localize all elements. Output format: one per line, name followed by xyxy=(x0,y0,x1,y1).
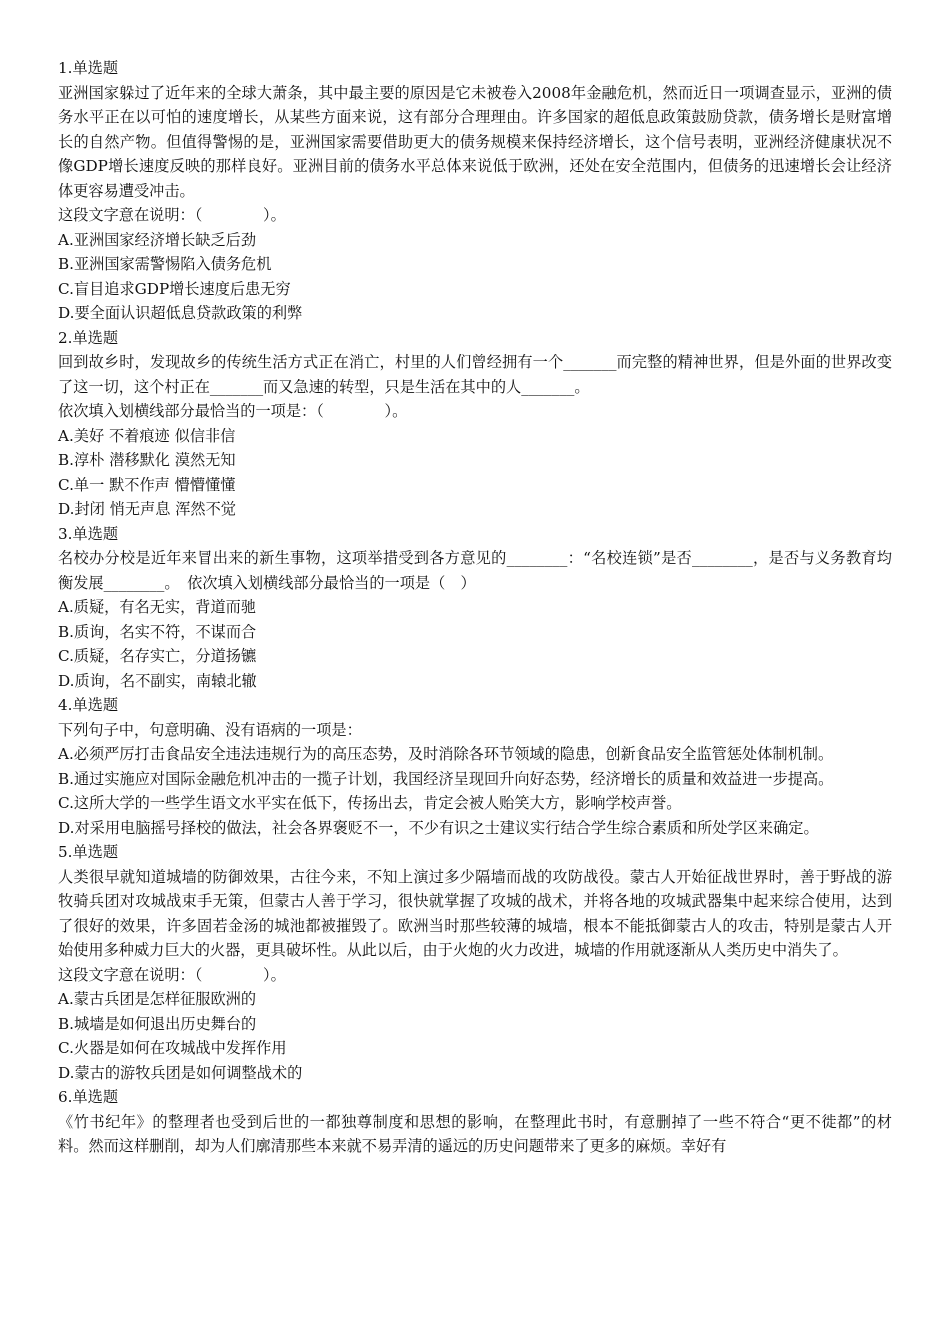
question-5 xyxy=(58,840,892,1085)
question-passage: 人类很早就知道城墙的防御效果，古往今来，不知上演过多少隔墙而战的攻防战役。蒙古人开始征战世界时，善于野战的游牧骑兵团对攻城战束手无策，但蒙古人善于学习，很快就掌握了攻城的战术，并将各地的攻城武器集中起来综合使用，达到了很好的效果，许多固若金汤的城池都被摧毁了。欧洲当时那些较薄的城墙，根本不能抵御蒙古人的攻击，特别是蒙古人开始使用多种威力巨大的火器，更具破坏性。从此以后，由于火炮的火力改进，城墙的作用就逐渐从人类历史中消失了。 xyxy=(58,867,892,959)
question-prompt: 依次填入划横线部分最恰当的一项是：（ ）。 xyxy=(58,402,408,420)
option-d: D.蒙古的游牧兵团是如何调整战术的 xyxy=(58,1063,303,1082)
option-d: D.质询，名不副实，南辕北辙 xyxy=(58,671,257,690)
question-4 xyxy=(58,693,892,840)
question-header: 5.单选题 xyxy=(58,843,119,861)
option-b: B.淳朴 潜移默化 漠然无知 xyxy=(58,451,236,469)
question-passage: 《竹书纪年》的整理者也受到后世的一都独尊制度和思想的影响，在整理此书时，有意删掉了一些不符合“更不徙都”的材料。然而这样删削，却为人们廓清那些本来就不易弄清的遥远的历史问题带来了更多的麻烦。幸好有 xyxy=(58,1112,892,1155)
question-3 xyxy=(58,522,892,694)
question-header: 1.单选题 xyxy=(58,59,119,77)
question-prompt: 这段文字意在说明：（ ）。 xyxy=(58,206,286,224)
question-2 xyxy=(58,326,892,522)
option-c: C.盲目追求GDP增长速度后患无穷 xyxy=(58,279,291,298)
question-header: 2.单选题 xyxy=(58,328,119,347)
question-passage: 亚洲国家躲过了近年来的全球大萧条，其中最主要的原因是它未被卷入2008年金融危机，然而近日一项调查显示，亚洲的债务水平正在以可怕的速度增长，从某些方面来说，这有部分合理理由。许多国家的超低息政策鼓励贷款，债务增长是财富增长的自然产物。但值得警惕的是，亚洲国家需要借助更大的债务规模来保持经济增长，这个信号表明，亚洲经济健康状况不像GDP增长速度反映的那样良好。亚洲目前的债务水平总体来说低于欧洲，还处在安全范围内，但债务的迅速增长会让经济体更容易遭受冲击。 xyxy=(58,83,892,200)
question-passage: 回到故乡时，发现故乡的传统生活方式正在消亡，村里的人们曾经拥有一个_______而完整的精神世界，但是外面的世界改变了这一切，这个村正在_______而又急速的转型，只是生活在其中的人_______。 xyxy=(58,353,892,396)
document-page xyxy=(58,56,892,1159)
question-header: 4.单选题 xyxy=(58,696,119,714)
question-passage: 名校办分校是近年来冒出来的新生事物，这项举措受到各方意见的________：“名校连锁”是否________，是否与义务教育均衡发展________。 依次填入划横线部分最恰当的一项是（ ） xyxy=(58,549,892,592)
question-prompt: 这段文字意在说明：（ ）。 xyxy=(58,965,286,984)
option-c: C.单一 默不作声 懵懵懂懂 xyxy=(58,475,236,494)
option-b: B.城墙是如何退出历史舞台的 xyxy=(58,1014,257,1033)
question-6 xyxy=(58,1085,892,1159)
option-d: D.要全面认识超低息贷款政策的利弊 xyxy=(58,304,303,322)
option-c: C.这所大学的一些学生语文水平实在低下，传扬出去，肯定会被人贻笑大方，影响学校声誉。 xyxy=(58,794,682,812)
option-a: A.美好 不着痕迹 似信非信 xyxy=(58,426,236,445)
question-prompt: 下列句子中，句意明确、没有语病的一项是： xyxy=(58,720,362,739)
question-1 xyxy=(58,56,892,326)
option-c: C.火器是如何在攻城战中发挥作用 xyxy=(58,1039,287,1057)
option-c: C.质疑，名存实亡，分道扬镳 xyxy=(58,647,257,665)
option-a: A.蒙古兵团是怎样征服欧洲的 xyxy=(58,990,257,1008)
option-b: B.通过实施应对国际金融危机冲击的一揽子计划，我国经济呈现回升向好态势，经济增长的质量和效益进一步提高。 xyxy=(58,769,834,788)
option-a: A.必须严厉打击食品安全违法违规行为的高压态势，及时消除各环节领域的隐患，创新食品安全监管惩处体制机制。 xyxy=(58,745,834,763)
question-header: 6.单选题 xyxy=(58,1088,119,1106)
option-d: D.对采用电脑摇号择校的做法，社会各界褒贬不一，不少有识之士建议实行结合学生综合素质和所处学区来确定。 xyxy=(58,818,819,837)
option-b: B.质询，名实不符，不谋而合 xyxy=(58,622,257,641)
option-a: A.质疑，有名无实，背道而驰 xyxy=(58,598,257,616)
option-b: B.亚洲国家需警惕陷入债务危机 xyxy=(58,255,272,273)
question-header: 3.单选题 xyxy=(58,524,119,543)
option-a: A.亚洲国家经济增长缺乏后劲 xyxy=(58,230,257,249)
option-d: D.封闭 悄无声息 浑然不觉 xyxy=(58,500,236,518)
